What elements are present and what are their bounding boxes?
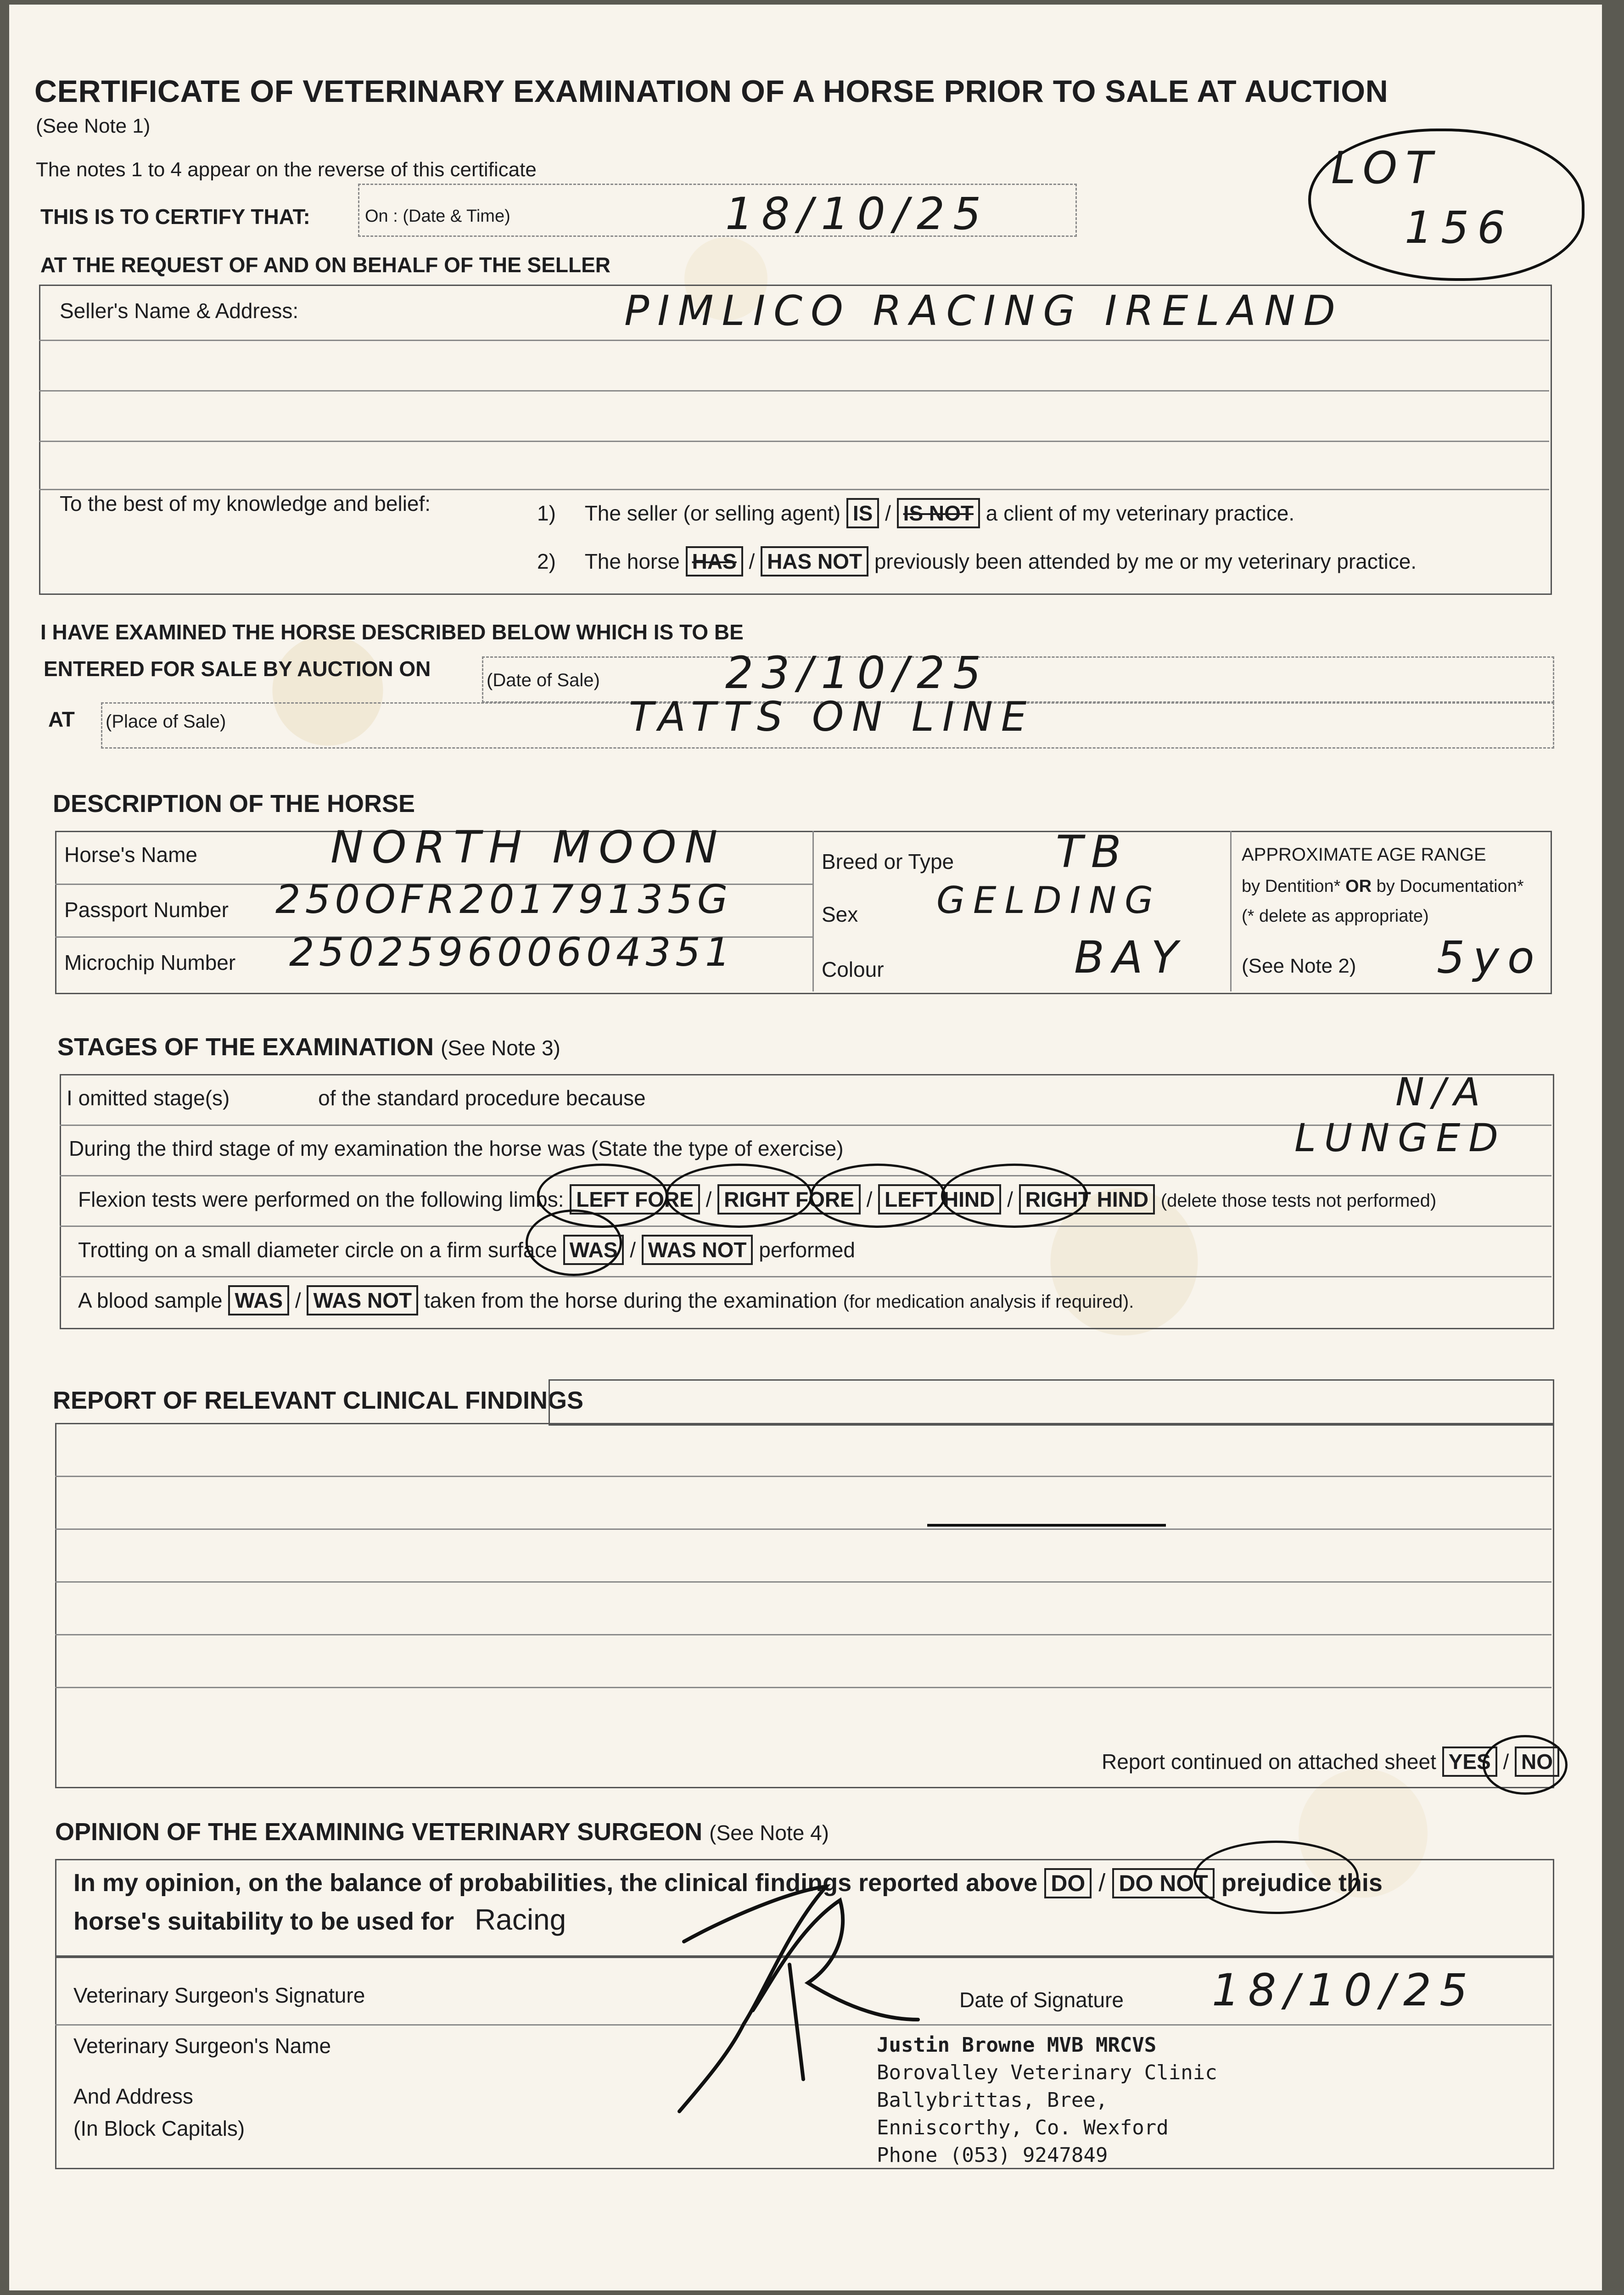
seller-line-2 xyxy=(39,390,1549,392)
seller-name-value: PIMLICO RACING IRELAND xyxy=(624,287,1344,335)
passport-value: 250OFR20179135G xyxy=(275,877,733,923)
sex-label: Sex xyxy=(822,902,858,926)
surgeon-name-label: Veterinary Surgeon's Name xyxy=(73,2034,331,2058)
slash: / xyxy=(706,1187,712,1211)
is-option[interactable]: IS xyxy=(846,498,879,528)
notes-line: The notes 1 to 4 appear on the reverse of this certificate xyxy=(36,158,537,181)
lot-number: 156 xyxy=(1405,202,1514,253)
omitted-post: of the standard procedure because xyxy=(318,1086,646,1110)
continued-no-option[interactable]: NO xyxy=(1515,1746,1559,1777)
report-line-5 xyxy=(55,1687,1551,1688)
has-not-option[interactable]: HAS NOT xyxy=(761,546,868,577)
at-label: AT xyxy=(48,707,75,731)
entered-label: ENTERED FOR SALE BY AUCTION ON xyxy=(44,657,431,681)
age-value: 5yo xyxy=(1437,932,1543,983)
colour-label: Colour xyxy=(822,957,884,981)
stamp-line-3: Enniscorthy, Co. Wexford xyxy=(877,2116,1169,2139)
seller-line-3 xyxy=(39,441,1549,442)
left-hind-option[interactable]: LEFT HIND xyxy=(878,1184,1001,1215)
stamp-line-4: Phone (053) 9247849 xyxy=(877,2144,1108,2167)
seller-name-label: Seller's Name & Address: xyxy=(60,299,299,323)
age-delete-note: (* delete as appropriate) xyxy=(1242,907,1429,926)
opinion-heading-note: (See Note 4) xyxy=(709,1821,829,1845)
signature-label: Veterinary Surgeon's Signature xyxy=(73,1983,365,2007)
block-capitals-label: (In Block Capitals) xyxy=(73,2116,245,2140)
age-method xyxy=(1242,877,1524,896)
opinion-heading xyxy=(55,1818,829,1846)
place-of-sale-label: (Place of Sale) xyxy=(106,711,226,732)
item2-text: The horse xyxy=(584,549,680,573)
knowledge-item-2 xyxy=(537,546,1417,577)
opinion-do-option[interactable]: DO xyxy=(1044,1868,1092,1898)
date-of-signature-label: Date of Signature xyxy=(959,1988,1124,2012)
omitted-pre: I omitted stage(s) xyxy=(67,1086,230,1110)
has-option[interactable]: HAS xyxy=(686,546,743,577)
slash: / xyxy=(1007,1187,1013,1211)
knowledge-item-1 xyxy=(537,498,1294,528)
right-hind-option[interactable]: RIGHT HIND xyxy=(1019,1184,1155,1215)
third-stage-label: During the third stage of my examination the horse was (State the type of exercise) xyxy=(69,1136,844,1160)
date-of-sale-label: (Date of Sale) xyxy=(487,670,600,690)
see-note-1: (See Note 1) xyxy=(36,115,151,137)
circle-do-not xyxy=(1193,1841,1359,1914)
colour-value: BAY xyxy=(1074,932,1187,983)
report-dash-mark xyxy=(927,1524,1166,1527)
item1-text: The seller (or selling agent) xyxy=(584,501,841,525)
examined-label: I HAVE EXAMINED THE HORSE DESCRIBED BELOW WHICH IS TO BE xyxy=(40,620,744,644)
slash: / xyxy=(866,1187,873,1211)
slash: / xyxy=(295,1288,301,1312)
continued-yes-option[interactable]: YES xyxy=(1442,1746,1497,1777)
circle-right-fore xyxy=(666,1164,812,1228)
trot-label: Trotting on a small diameter circle on a firm surface xyxy=(78,1238,557,1262)
lot-label: LOT xyxy=(1331,142,1441,194)
trot-was-not-option[interactable]: WAS NOT xyxy=(642,1235,753,1265)
desc-divider-1 xyxy=(812,831,814,991)
stages-line-4 xyxy=(60,1276,1551,1277)
blood-label: A blood sample xyxy=(78,1288,223,1312)
blood-note: (for medication analysis if required). xyxy=(843,1292,1134,1312)
microchip-label: Microchip Number xyxy=(64,951,236,974)
date-time-value: 18/10/25 xyxy=(725,188,990,240)
third-stage-value: LUNGED xyxy=(1294,1115,1506,1160)
date-time-label: On : (Date & Time) xyxy=(365,207,510,226)
knowledge-label: To the best of my knowledge and belief: xyxy=(60,492,431,515)
opinion-text-2: prejudice this xyxy=(1221,1869,1383,1897)
desc-divider-2 xyxy=(1230,831,1232,991)
slash: / xyxy=(1503,1750,1509,1774)
date-of-signature-value: 18/10/25 xyxy=(1212,1965,1476,2016)
flexion-label: Flexion tests were performed on the following limbs: xyxy=(78,1187,564,1211)
opinion-text-1: In my opinion, on the balance of probabilities, the clinical findings reported above xyxy=(73,1869,1038,1897)
item2-num: 2) xyxy=(537,549,556,573)
opinion-line-2 xyxy=(73,1903,566,1937)
omitted-value: N/A xyxy=(1395,1069,1489,1114)
stages-line-2 xyxy=(60,1175,1551,1176)
stages-heading-note: (See Note 3) xyxy=(441,1036,560,1060)
age-by-dentition[interactable]: by Dentition* xyxy=(1242,877,1341,896)
item2-post: previously been attended by me or my veterinary practice. xyxy=(874,549,1417,573)
horse-name-label: Horse's Name xyxy=(64,843,197,867)
address-label: And Address xyxy=(73,2084,193,2108)
circle-trot-was xyxy=(526,1209,622,1276)
blood-post: taken from the horse during the examination xyxy=(424,1288,837,1312)
opinion-use-value: Racing xyxy=(475,1903,566,1936)
description-heading: DESCRIPTION OF THE HORSE xyxy=(53,790,415,817)
stamp-line-1: Borovalley Veterinary Clinic xyxy=(877,2061,1217,2084)
item1-num: 1) xyxy=(537,501,556,525)
horse-name-value: NORTH MOON xyxy=(330,822,726,873)
seller-line-1 xyxy=(39,340,1549,341)
sex-value: GELDING xyxy=(936,879,1162,922)
stages-heading xyxy=(57,1033,560,1061)
report-header-field[interactable] xyxy=(549,1379,1554,1426)
opinion-text-3: horse's suitability to be used for xyxy=(73,1908,454,1935)
age-or: OR xyxy=(1345,877,1372,896)
is-not-option[interactable]: IS NOT xyxy=(897,498,980,528)
stamp-name: Justin Browne MVB MRCVS xyxy=(877,2033,1157,2057)
seller-request-label: AT THE REQUEST OF AND ON BEHALF OF THE SELLER xyxy=(40,253,610,277)
circle-left-hind xyxy=(810,1164,946,1228)
stages-heading-text: STAGES OF THE EXAMINATION xyxy=(57,1033,434,1061)
slash: / xyxy=(749,549,755,573)
item1-post: a client of my veterinary practice. xyxy=(986,501,1295,525)
microchip-value: 250259600604351 xyxy=(289,929,735,975)
place-of-sale-value: TATTS ON LINE xyxy=(629,693,1035,740)
right-fore-option[interactable]: RIGHT FORE xyxy=(717,1184,861,1215)
opinion-do-not-option[interactable]: DO NOT xyxy=(1112,1868,1214,1898)
omitted-row xyxy=(67,1086,646,1110)
trot-was-option[interactable]: WAS xyxy=(563,1235,624,1265)
breed-label: Breed or Type xyxy=(822,850,954,873)
flexion-note: (delete those tests not performed) xyxy=(1160,1191,1437,1211)
trot-row xyxy=(78,1235,855,1265)
report-line-4 xyxy=(55,1634,1551,1635)
report-heading: REPORT OF RELEVANT CLINICAL FINDINGS xyxy=(53,1387,584,1414)
slash: / xyxy=(630,1238,636,1262)
opinion-heading-text: OPINION OF THE EXAMINING VETERINARY SURGEON xyxy=(55,1818,703,1846)
report-line-1 xyxy=(55,1476,1551,1477)
age-see-note: (See Note 2) xyxy=(1242,955,1356,977)
report-line-3 xyxy=(55,1581,1551,1583)
certificate-title: CERTIFICATE OF VETERINARY EXAMINATION OF A HORSE PRIOR TO SALE AT AUCTION xyxy=(34,74,1389,109)
certificate-page xyxy=(9,5,1602,2290)
report-line-2 xyxy=(55,1528,1551,1530)
date-of-sale-value: 23/10/25 xyxy=(725,647,990,699)
breed-value: TB xyxy=(1056,826,1130,878)
stages-line-3 xyxy=(60,1226,1551,1227)
report-box[interactable] xyxy=(55,1423,1554,1788)
circle-continued-no xyxy=(1483,1735,1568,1795)
certify-label: THIS IS TO CERTIFY THAT: xyxy=(40,205,310,229)
seller-line-4 xyxy=(39,489,1549,490)
age-title: APPROXIMATE AGE RANGE xyxy=(1242,845,1486,865)
passport-label: Passport Number xyxy=(64,898,229,922)
stamp-line-2: Ballybrittas, Bree, xyxy=(877,2088,1108,2112)
report-continued-label: Report continued on attached sheet xyxy=(1102,1750,1436,1774)
age-by-documentation[interactable]: by Documentation* xyxy=(1376,877,1524,896)
slash: / xyxy=(1098,1869,1106,1897)
blood-was-option[interactable]: WAS xyxy=(228,1285,289,1315)
slash: / xyxy=(885,501,891,525)
blood-row xyxy=(78,1285,1134,1315)
left-fore-option[interactable]: LEFT FORE xyxy=(570,1184,700,1215)
blood-was-not-option[interactable]: WAS NOT xyxy=(307,1285,418,1315)
circle-right-hind xyxy=(941,1164,1088,1228)
trot-post: performed xyxy=(759,1238,855,1262)
